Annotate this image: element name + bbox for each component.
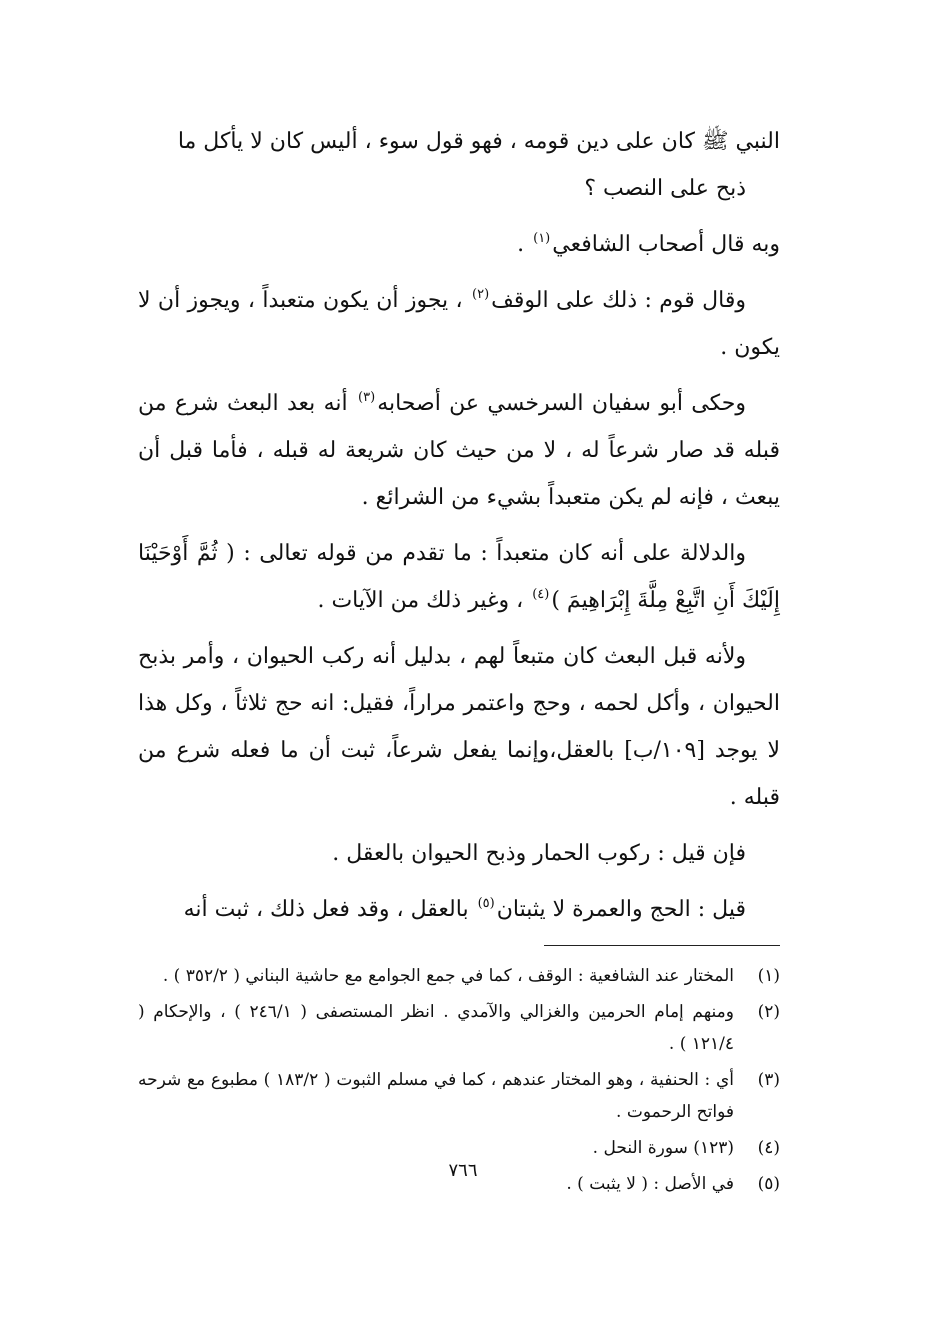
footnote-2 bbox=[138, 996, 780, 1060]
footnote-1 bbox=[138, 960, 780, 992]
paragraph-2-after: . bbox=[517, 232, 532, 257]
paragraph-4-lead: وحكى أبو سفيان السرخسي عن أصحابه bbox=[377, 391, 747, 416]
paragraph-5-lead: والدلالة على أنه كان متعبداً : ما تقدم من قوله تعالى : ( ثُمَّ أَوْحَيْنَا إِلَيْكَ أَنِ اتَّبِعْ مِلَّةَ إِبْرَاهِيمَ ) bbox=[138, 541, 780, 613]
footnote-text: (١٢٣) سورة النحل . bbox=[592, 1138, 734, 1158]
paragraph-8 bbox=[138, 886, 780, 933]
paragraph-3-lead: وقال قوم : ذلك على الوقف bbox=[491, 288, 746, 313]
footnote-ref-5[interactable]: (٥) bbox=[477, 896, 495, 911]
paragraph-5-after: ، وغير ذلك من الآيات . bbox=[317, 588, 531, 613]
footnote-number: (٤) bbox=[757, 1138, 780, 1158]
paragraph-6 bbox=[138, 633, 780, 821]
footnote-ref-1[interactable]: (١) bbox=[533, 231, 551, 246]
footnote-ref-3[interactable]: (٣) bbox=[358, 390, 376, 405]
paragraph-1-lead: النبي ﷺ كان على دين قومه ، فهو قول سوء ، أليس كان لا يأكل ما bbox=[177, 129, 780, 154]
paragraph-2 bbox=[138, 221, 780, 268]
page-number: ٧٦٦ bbox=[448, 1160, 478, 1181]
paragraph-4 bbox=[138, 380, 780, 521]
paragraph-4-after: أنه بعد البعث شرع من قبله قد صار شرعاً له ، لا من حيث كان شريعة له قبله ، فأما قبل أن يبعث ، فإنه لم يكن متعبداً بشيء من الشرائع . bbox=[138, 391, 780, 510]
footnote-ref-4[interactable]: (٤) bbox=[532, 587, 550, 602]
footnote-3 bbox=[138, 1064, 780, 1128]
paragraph-1-continuation: ذبح على النصب ؟ bbox=[584, 176, 746, 201]
paragraph-3 bbox=[138, 277, 780, 371]
paragraph-8-lead: قيل : الحج والعمرة لا يثبتان bbox=[496, 897, 746, 922]
footnote-number: (١) bbox=[757, 966, 780, 986]
paragraph-5 bbox=[138, 530, 780, 624]
footnote-text: في الأصل : ( لا يثبت ) . bbox=[566, 1174, 734, 1194]
paragraph-2-lead: وبه قال أصحاب الشافعي bbox=[552, 232, 780, 257]
footnote-number: (٢) bbox=[757, 1002, 780, 1022]
footnote-number: (٣) bbox=[757, 1070, 780, 1090]
footnote-number: (٥) bbox=[757, 1174, 780, 1194]
paragraph-3-after: ، يجوز أن يكون متعبداً ، ويجوز أن لا يكون . bbox=[138, 288, 780, 360]
footnote-separator bbox=[544, 945, 780, 946]
footnote-text: أي : الحنفية ، وهو المختار عندهم ، كما في مسلم الثبوت ( ١٨٣/٢ ) مطبوع مع شرحه فواتح الرحموت . bbox=[138, 1070, 734, 1122]
paragraph-6-lead: ولأنه قبل البعث كان متبعاً لهم ، بدليل أنه ركب الحيوان ، وأمر بذبح الحيوان ، وأكل لحمه ، وحج واعتمر مراراً، فقيل: انه حج ثلاثاً ، وكل هذا لا يوجد [١٠٩/ب] بالعقل،وإنما يفعل شرعاً، ثبت أن ما فعله شرع من قبله . bbox=[138, 644, 780, 810]
paragraph-7-lead: فإن قيل : ركوب الحمار وذبح الحيوان بالعقل . bbox=[332, 841, 746, 866]
footnote-ref-2[interactable]: (٢) bbox=[472, 287, 490, 302]
paragraph-8-after: بالعقل ، وقد فعل ذلك ، ثبت أنه bbox=[183, 897, 476, 922]
footnote-text: ومنهم إمام الحرمين والغزالي والآمدي . انظر المستصفى ( ٢٤٦/١ ) ، والإحكام ( ١٢١/٤ ) . bbox=[138, 1002, 734, 1054]
paragraph-1 bbox=[138, 118, 780, 212]
footnote-text: المختار عند الشافعية : الوقف ، كما في جمع الجوامع مع حاشية البناني ( ٣٥٢/٢ ) . bbox=[162, 966, 734, 986]
main-text bbox=[138, 118, 780, 933]
paragraph-7 bbox=[138, 830, 780, 877]
